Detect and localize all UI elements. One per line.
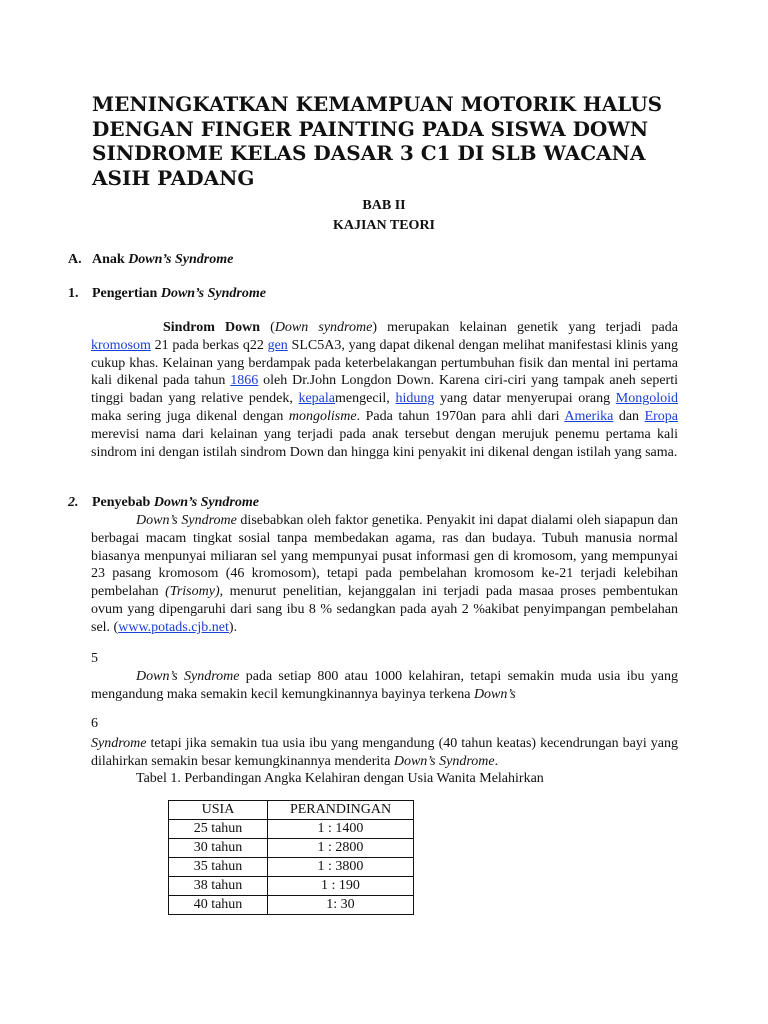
section-2-text: Penyebab [92,495,154,510]
table-cell-age: 38 tahun [169,877,268,896]
text-span: . Pada tahun 1970an para ahli dari [356,408,565,424]
page-number-5: 5 [91,651,98,666]
italic-term: Syndrome [91,736,147,751]
table-cell-age: 30 tahun [169,839,268,858]
text-span: disebabkan oleh faktor genetika. Penyakit ini dapat dialami oleh siapapun dan berbagai macam tingkat sosial tanpa membedakan agama, ras dan budaya. Tubuh manusia normal biasanya menpunyai miliaran sel yang mempunyai pusat informasi gen di kromosom, yang mempunyai 23 pasang kromosom (46 kromosom), tetapi pada pembelahan kromosom ke-21 terjadi kelebihan pembelahan [91,513,678,600]
section-a-number: A. [68,252,82,267]
table-header-row [169,801,414,820]
document-title: MENINGKATKAN KEMAMPUAN MOTORIK HALUS DENGAN FINGER PAINTING PADA SISWA DOWN SINDROME KELAS DASAR 3 C1 DI SLB WACANA ASIH PADANG [92,92,663,190]
table-row [169,839,414,858]
table-row [169,896,414,915]
table-cell-ratio: 1: 30 [268,896,414,915]
link-hidung[interactable]: hidung [395,391,435,407]
italic-term: Down’s Syndrome [393,753,495,769]
italic-term: mongolisme [288,408,357,424]
section-1-italic: Down’s Syndrome [160,286,266,301]
table-cell-ratio: 1 : 2800 [268,839,414,858]
birth-ratio-table [168,800,414,915]
text-span: merevisi nama dari kelainan yang terjadi pada anak tersebut dengan merujuk penemu pertama kali sindrom ini dengan istilah sindrom Down dan hingga kini penyakit ini dikenal dengan istilah yang sama. [91,426,678,460]
link-kromosom[interactable]: kromosom [91,337,151,353]
text-span: mengecil, [335,391,396,407]
paragraph-age-risk [91,735,678,771]
text-span: . [494,753,499,769]
table-caption: Tabel 1. Perbandingan Angka Kelahiran dengan Usia Wanita Melahirkan [136,771,544,786]
italic-term: (Trisomy), [165,584,224,600]
text-span: pada setiap 800 atau 1000 kelahiran, tetapi semakin muda usia ibu yang mengandung maka semakin kecil kemungkinannya bayinya terkena [91,669,678,702]
link-kepala[interactable]: kepala [298,391,335,407]
section-2-heading [68,495,259,511]
text-span: dan [613,408,645,424]
page-number-6: 6 [91,716,98,731]
text-span: ) merupakan kelainan genetik yang terjadi pada [372,320,678,335]
table-cell-age: 25 tahun [169,820,268,839]
section-a-text: Anak [92,252,129,267]
table-cell-ratio: 1 : 190 [268,877,414,896]
link-gen[interactable]: gen [267,337,288,353]
text-span: 21 pada berkas q22 [150,337,268,353]
table-row [169,877,414,896]
text-span: SLC5A3, yang dapat dikenal dengan melihat manifestasi klinis yang cukup khas. Kelainan yang berdampak pada keterbelakangan pertumbuhan fisik dan mental ini pertama kali dikenal pada tahun [91,337,679,389]
section-a-heading [68,252,233,268]
italic-term: Down’s Syndrome [136,513,237,528]
table-cell-age: 35 tahun [169,858,268,877]
table-row [169,858,414,877]
table-cell-ratio: 1 : 3800 [268,858,414,877]
italic-term: Down syndrome [274,320,373,335]
link-1866[interactable]: 1866 [230,373,259,389]
section-1-heading [68,286,266,302]
text-span: ( [260,320,275,335]
table-cell-ratio: 1 : 1400 [268,820,414,839]
section-1-number: 1. [68,286,79,301]
chapter-number: BAB II [362,198,406,213]
chapter-title: KAJIAN TEORI [332,218,436,233]
text-span: menurut penelitian, kejanggalan ini terjadi pada masaa proses pembentukan ovum yang dipengaruhi dari sang ibu 8 % sedangkan pada ayah 2 %akibat penyimpangan pembelahan sel. ( [91,584,678,635]
section-2-number: 2. [68,495,79,510]
section-2-italic: Down’s Syndrome [153,495,259,510]
paragraph-cause [91,512,678,637]
section-a-italic: Down’s Syndrome [128,252,234,267]
italic-term: Down’s [473,686,516,702]
link-amerika[interactable]: Amerika [564,408,614,424]
link-potads[interactable]: www.potads.cjb.net [118,619,229,635]
link-eropa[interactable]: Eropa [644,408,679,424]
text-span: tetapi jika semakin tua usia ibu yang mengandung (40 tahun keatas) kecendrungan bayi yang dilahirkan semakin besar kemungkinannya menderita [91,736,678,769]
text-span: maka sering juga dikenal dengan [91,408,289,424]
italic-term: Down’s Syndrome [136,669,240,684]
paragraph-definition [91,319,678,461]
term-sindrom-down: Sindrom Down [163,320,261,335]
text-span: ). [228,619,238,635]
text-span: oleh Dr.John Longdon Down. Karena ciri-ciri yang tampak aneh seperti tinggi badan yang relative pendek, [91,373,678,407]
link-mongoloid[interactable]: Mongoloid [615,391,678,407]
table-header-usia: USIA [169,801,268,820]
table-header-perandingan: PERANDINGAN [268,801,414,820]
paragraph-incidence [91,668,678,704]
table-row [169,820,414,839]
section-1-text: Pengertian [92,286,161,301]
table-cell-age: 40 tahun [169,896,268,915]
text-span: yang datar menyerupai orang [434,391,616,407]
